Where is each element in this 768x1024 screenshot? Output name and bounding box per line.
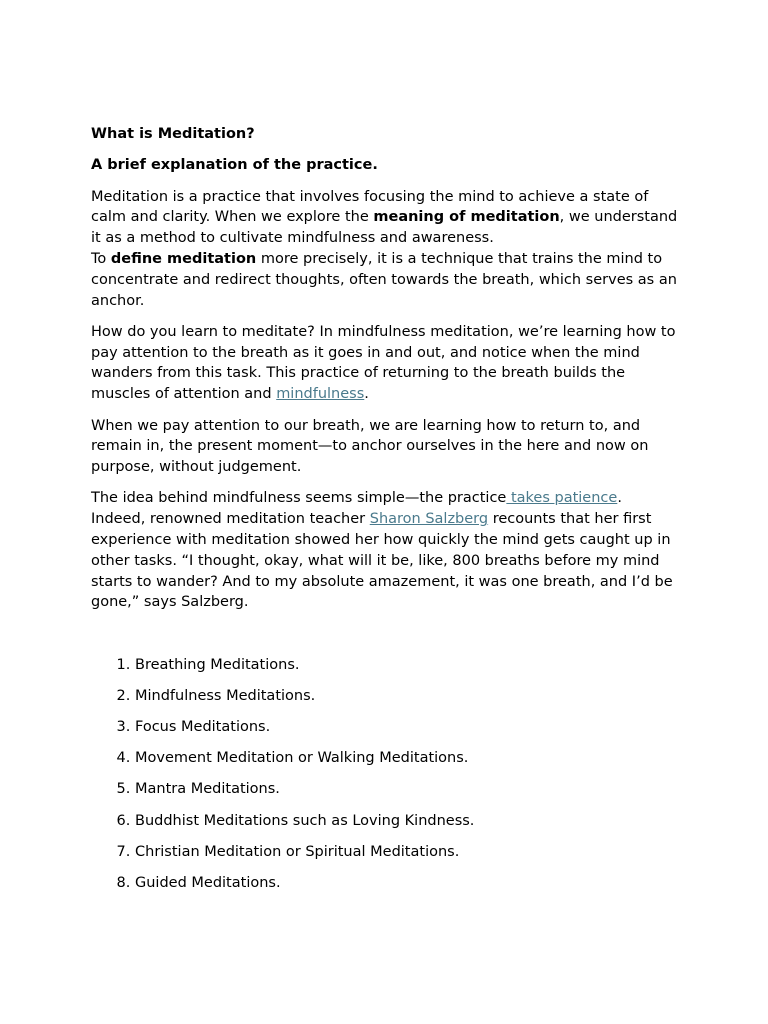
bold-define-meditation: define meditation: [110, 250, 257, 267]
list-item: 7. Christian Meditation or Spiritual Meditations.: [135, 842, 680, 863]
list-item: 5. Mantra Meditations.: [135, 779, 680, 800]
paragraph-meaning: [91, 187, 680, 312]
list-item: 2. Mindfulness Meditations.: [135, 686, 680, 707]
paragraph-text: recounts that her first experience with meditation showed her how quickly the mind gets caught up in other tasks. “I thought, okay, what will it be, like, 800 breaths before my mind starts to wander? And to my absolute amazement, it was one breath, and I’d be gone,” says Salzberg.: [91, 511, 673, 611]
mindfulness-link[interactable]: mindfulness: [276, 386, 365, 403]
paragraph-text: , we understand it as a method to cultivate mindfulness and awareness.: [91, 209, 678, 247]
list-item: 4. Movement Meditation or Walking Meditations.: [135, 748, 680, 769]
paragraph-idea: [91, 488, 680, 613]
paragraph-text: To: [91, 250, 111, 267]
paragraph-text: How do you learn to meditate? In mindfulness meditation, we’re learning how to pay attention to the breath as it goes in and out, and notice when the mind wanders from this task. This practice of returning to the breath builds the muscles of attention and: [91, 323, 676, 403]
takes-patience-link[interactable]: takes patience: [506, 490, 618, 507]
list-item: 8. Guided Meditations.: [135, 873, 680, 894]
bold-meaning-of-meditation: meaning of meditation: [373, 209, 560, 226]
paragraph-breath: When we pay attention to our breath, we are learning how to return to, and remain in, the present moment—to anchor ourselves in the here and now on purpose, without judgement.: [91, 417, 649, 476]
meditation-types-list: [91, 655, 680, 894]
paragraph-text: more precisely, it is a technique that trains the mind to concentrate and redirect thoughts, often towards the breath, which serves as an anchor.: [91, 250, 677, 309]
paragraph-text: Meditation is a practice that involves focusing the mind to achieve a state of calm and clarity. When we explore the: [91, 188, 649, 226]
paragraph-learn: [91, 322, 680, 405]
paragraph-text: The idea behind mindfulness seems simple—the practice: [91, 490, 507, 507]
sharon-salzberg-link[interactable]: Sharon Salzberg: [369, 511, 489, 528]
list-item: 6. Buddhist Meditations such as Loving Kindness.: [135, 811, 680, 832]
list-item: 1. Breathing Meditations.: [135, 655, 680, 676]
list-item: 3. Focus Meditations.: [135, 717, 680, 738]
paragraph-text: . Indeed, renowned meditation teacher: [91, 490, 622, 528]
paragraph-text: .: [364, 386, 369, 403]
page-title: What is Meditation?: [91, 126, 255, 142]
spacer: [91, 624, 680, 655]
page-subtitle: A brief explanation of the practice.: [91, 157, 378, 174]
